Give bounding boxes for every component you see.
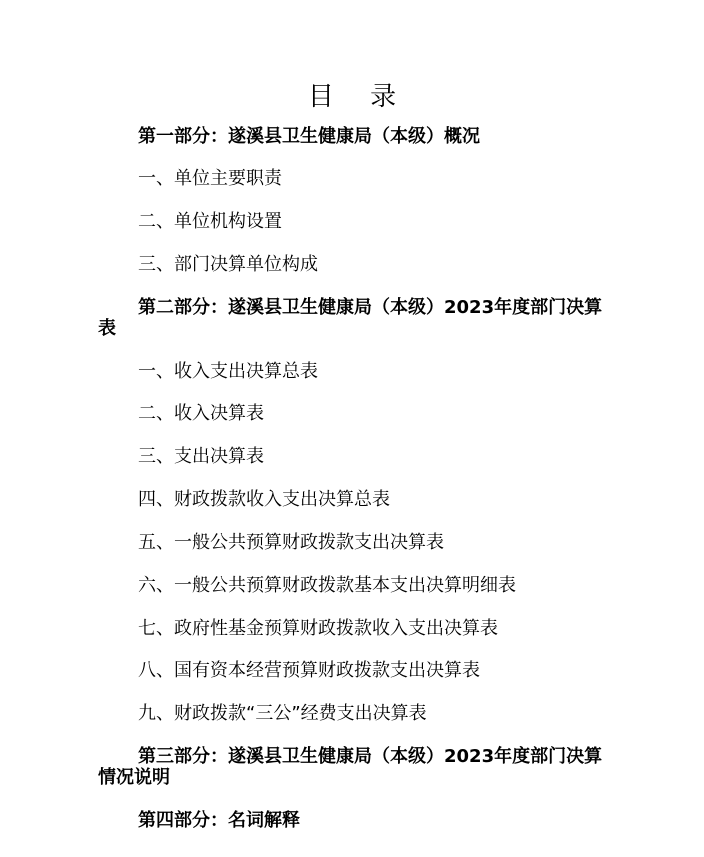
toc-item-table-5: 五、一般公共预算财政拨款支出决算表	[138, 532, 444, 553]
toc-title: 目 录	[307, 82, 411, 113]
toc-item-table-6: 六、一般公共预算财政拨款基本支出决算明细表	[138, 575, 516, 596]
toc-item-table-2: 二、收入决算表	[138, 403, 264, 424]
toc-item-table-9: 九、财政拨款“三公”经费支出决算表	[138, 703, 427, 724]
toc-item-table-4: 四、财政拨款收入支出决算总表	[138, 489, 390, 510]
toc-item-table-7: 七、政府性基金预算财政拨款收入支出决算表	[138, 618, 498, 639]
toc-item-unit-organization: 二、单位机构设置	[138, 211, 282, 232]
toc-item-table-1: 一、收入支出决算总表	[138, 361, 318, 382]
toc-item-table-3: 三、支出决算表	[138, 446, 264, 467]
part-two-heading: 第二部分：遂溪县卫生健康局（本级）2023年度部门决算表	[98, 297, 603, 339]
toc-item-table-8: 八、国有资本经营预算财政拨款支出决算表	[138, 660, 480, 681]
part-one-heading: 第一部分：遂溪县卫生健康局（本级）概况	[138, 126, 480, 147]
toc-item-unit-duties: 一、单位主要职责	[138, 168, 282, 189]
toc-item-unit-composition: 三、部门决算单位构成	[138, 254, 318, 275]
part-four-heading: 第四部分：名词解释	[138, 810, 300, 831]
part-three-heading: 第三部分：遂溪县卫生健康局（本级）2023年度部门决算情况说明	[98, 746, 603, 788]
